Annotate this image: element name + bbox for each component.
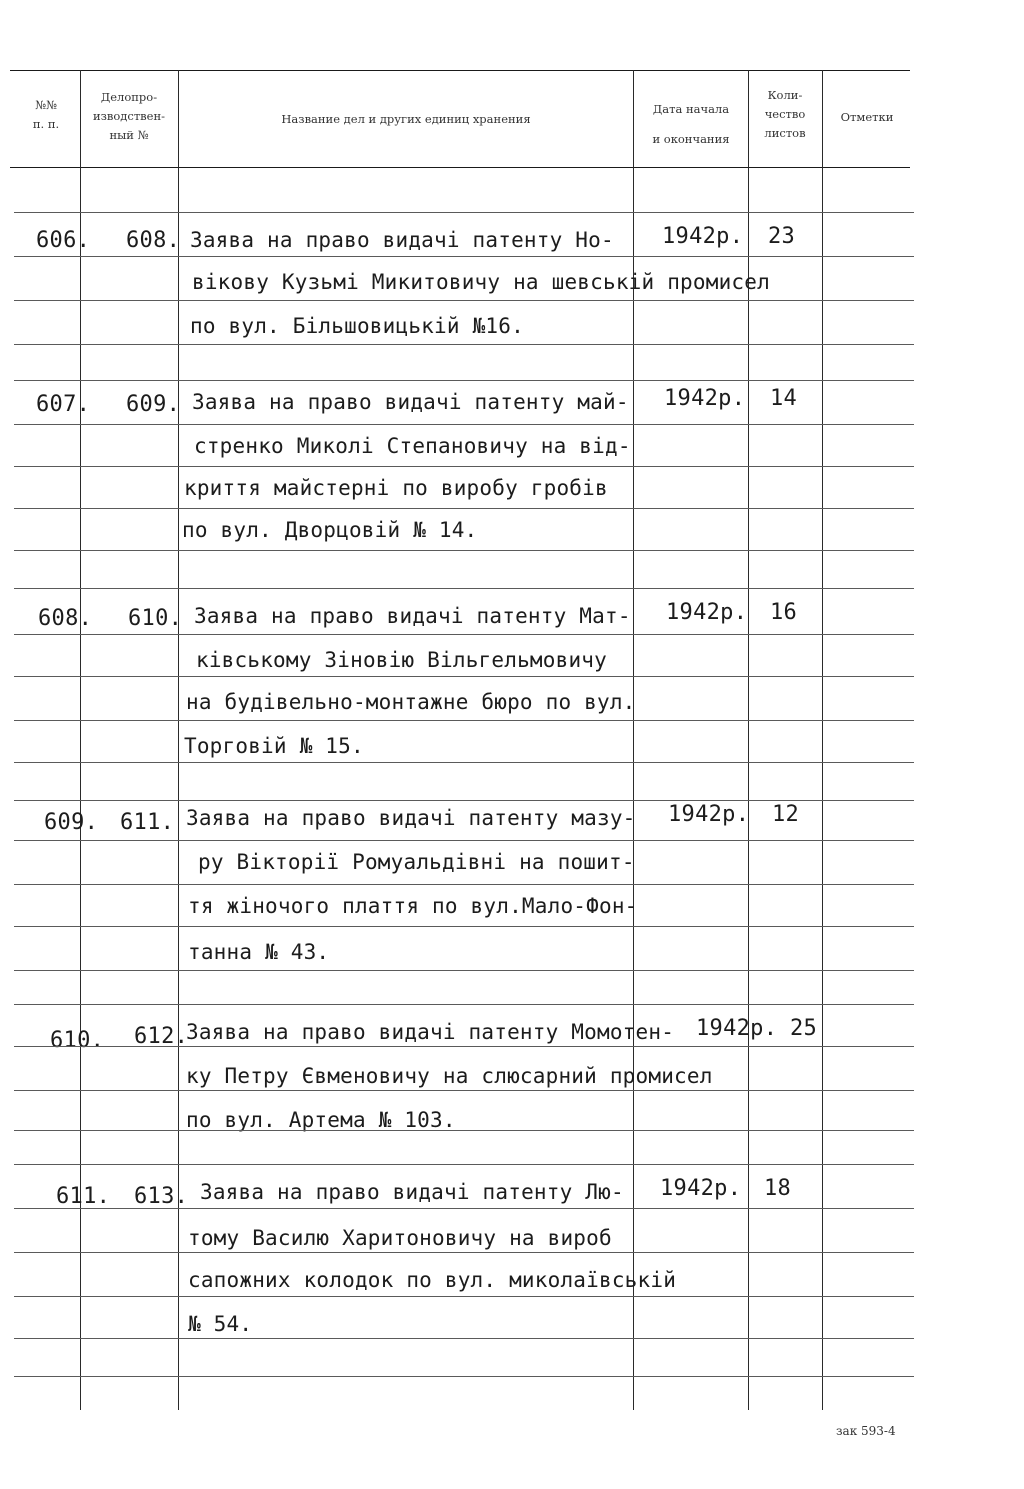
record-title-line: Торговій № 15. — [184, 734, 364, 758]
record-sheets: 23 — [768, 224, 796, 249]
record-title-line: на будівельно-монтажне бюро по вул. — [186, 690, 636, 714]
ruled-line — [14, 344, 914, 345]
ruled-line — [14, 1004, 914, 1005]
header-col-no: №№ п. п. — [32, 98, 60, 131]
record-title-line: ку Петру Євменовичу на слюсарний промисел — [186, 1064, 713, 1088]
record-title-line: вікову Кузьмі Микитовичу на шевській промисел — [192, 270, 770, 294]
ruled-line — [14, 424, 914, 425]
ruled-line — [14, 1252, 914, 1253]
record-sheets: 16 — [770, 600, 798, 625]
record-title-line: тя жіночого плаття по вул.Мало-Фон- — [188, 894, 638, 918]
header-col-notes: Отметки — [840, 110, 894, 124]
record-title-line: Заява на право видачі патенту Момотен- — [186, 1020, 675, 1044]
record-number: 607. — [36, 392, 91, 417]
office-number: 610. — [128, 606, 183, 631]
record-title-line: по вул. Дворцовій № 14. — [182, 518, 478, 542]
record-title-line: по вул. Більшовицькій №16. — [190, 314, 524, 338]
record-sheets: 25 — [790, 1016, 818, 1041]
record-title-line: № 54. — [188, 1312, 253, 1336]
ruled-line — [14, 466, 914, 467]
ruled-line — [14, 884, 914, 885]
record-title-line: криття майстерні по виробу гробів — [184, 476, 608, 500]
record-date: 1942р. — [668, 802, 750, 827]
record-title-line: сапожних колодок по вул. миколаївській — [188, 1268, 677, 1292]
record-number: 611. — [56, 1184, 111, 1209]
record-title-line: Заява на право видачі патенту май- — [192, 390, 629, 414]
record-number: 606. — [36, 228, 91, 253]
ruled-line — [14, 588, 914, 589]
ruled-line — [14, 800, 914, 801]
record-title-line: Заява на право видачі патенту Но- — [190, 228, 614, 252]
ruled-line — [14, 256, 914, 257]
record-number: 609. — [44, 810, 99, 835]
record-date: 1942р. — [662, 224, 744, 249]
header-col-title: Название дел и других единиц хранения — [281, 112, 531, 126]
record-title-line: танна № 43. — [188, 940, 330, 964]
record-sheets: 12 — [772, 802, 800, 827]
ruled-line — [14, 1296, 914, 1297]
record-title-line: Заява на право видачі патенту Мат- — [194, 604, 631, 628]
record-title-line: Заява на право видачі патенту мазу- — [186, 806, 636, 830]
ruled-line — [14, 300, 914, 301]
office-number: 613. — [134, 1184, 189, 1209]
record-title-line: по вул. Артема № 103. — [186, 1108, 456, 1132]
office-number: 608. — [126, 228, 181, 253]
record-title-line: ківському Зіновію Вільгельмовичу — [196, 648, 607, 672]
record-sheets: 14 — [770, 386, 798, 411]
record-date: 1942р. — [664, 386, 746, 411]
header-col-sheets: Коли- чество листов — [764, 88, 806, 140]
record-number: 610. — [50, 1028, 105, 1053]
column-divider-5 — [822, 70, 823, 1410]
record-date: 1942р. — [666, 600, 748, 625]
record-title-line: ру Вікторії Ромуальдівні на пошит- — [198, 850, 635, 874]
ruled-line — [14, 1046, 914, 1047]
ruled-line — [14, 762, 914, 763]
ruled-line — [14, 840, 914, 841]
record-number: 608. — [38, 606, 93, 631]
record-title-line: тому Василю Харитоновичу на вироб — [188, 1226, 612, 1250]
record-title-line: Заява на право видачі патенту Лю- — [200, 1180, 624, 1204]
ruled-line — [14, 1130, 914, 1131]
ruled-line — [14, 1164, 914, 1165]
header-col-dates: Дата начала и окончания — [652, 102, 730, 146]
record-date: 1942р. — [696, 1016, 778, 1041]
office-number: 612. — [134, 1024, 189, 1049]
table-top-border — [10, 70, 910, 71]
ruled-line — [14, 1208, 914, 1209]
header-bottom-border — [10, 167, 910, 168]
column-divider-1 — [80, 70, 81, 1410]
record-title-line: стренко Миколі Степановичу на від- — [194, 434, 631, 458]
column-divider-2 — [178, 70, 179, 1410]
office-number: 611. — [120, 810, 175, 835]
ruled-line — [14, 970, 914, 971]
ruled-line — [14, 1376, 914, 1377]
record-sheets: 18 — [764, 1176, 792, 1201]
ruled-line — [14, 720, 914, 721]
ruled-line — [14, 212, 914, 213]
ruled-line — [14, 380, 914, 381]
ruled-line — [14, 634, 914, 635]
ruled-line — [14, 508, 914, 509]
ruled-line — [14, 1090, 914, 1091]
ruled-line — [14, 676, 914, 677]
record-date: 1942р. — [660, 1176, 742, 1201]
header-col-office: Делопро- изводствен- ный № — [92, 90, 166, 142]
ruled-line — [14, 550, 914, 551]
order-stamp: зак 593-4 — [836, 1424, 896, 1438]
ruled-line — [14, 926, 914, 927]
ruled-line — [14, 1338, 914, 1339]
office-number: 609. — [126, 392, 181, 417]
